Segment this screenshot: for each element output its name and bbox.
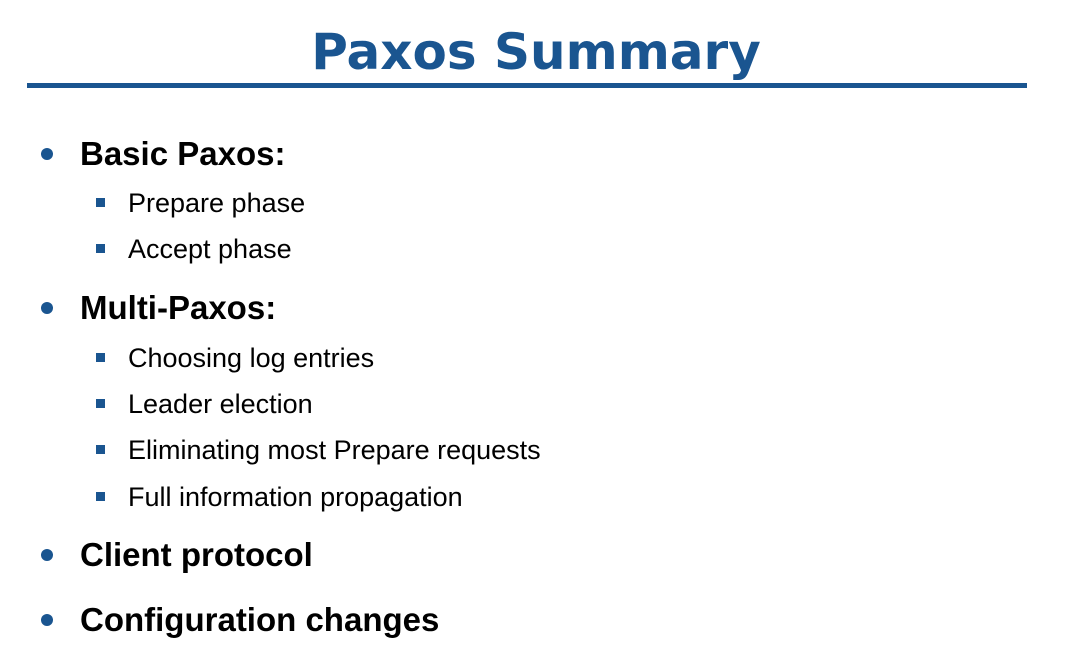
sub-bullet-item-leader-election <box>0 381 1072 427</box>
bullet-label: Basic Paxos: <box>80 135 286 172</box>
square-bullet-icon <box>96 244 105 253</box>
sub-bullet-label: Full information propagation <box>128 482 463 512</box>
round-bullet-icon <box>41 549 53 561</box>
sub-bullet-item-eliminating-prepare <box>0 427 1072 473</box>
sub-bullet-item-prepare-phase <box>0 180 1072 226</box>
sub-bullet-item-full-information <box>0 474 1072 520</box>
sub-bullet-label: Prepare phase <box>128 188 306 218</box>
square-bullet-icon <box>96 445 105 454</box>
bullet-label: Multi-Paxos: <box>80 289 277 326</box>
bullet-item-multi-paxos <box>0 285 1072 331</box>
square-bullet-icon <box>96 198 105 207</box>
sub-bullet-item-choosing-log-entries <box>0 335 1072 381</box>
round-bullet-icon <box>41 148 53 160</box>
sub-bullet-label: Choosing log entries <box>128 343 375 373</box>
bullet-label: Client protocol <box>80 536 313 573</box>
bullet-label: Configuration changes <box>80 601 440 638</box>
square-bullet-icon <box>96 492 105 501</box>
bullet-item-basic-paxos <box>0 131 1072 177</box>
square-bullet-icon <box>96 353 105 362</box>
bullet-item-configuration-changes <box>0 597 1072 643</box>
sub-bullet-label: Eliminating most Prepare requests <box>128 435 541 465</box>
round-bullet-icon <box>41 614 53 626</box>
square-bullet-icon <box>96 399 105 408</box>
sub-bullet-label: Leader election <box>128 389 313 419</box>
title-underline <box>27 83 1027 88</box>
sub-bullet-label: Accept phase <box>128 234 292 264</box>
bullet-item-client-protocol <box>0 532 1072 578</box>
slide-title: Paxos Summary <box>311 23 761 81</box>
sub-bullet-item-accept-phase <box>0 226 1072 272</box>
round-bullet-icon <box>41 302 53 314</box>
